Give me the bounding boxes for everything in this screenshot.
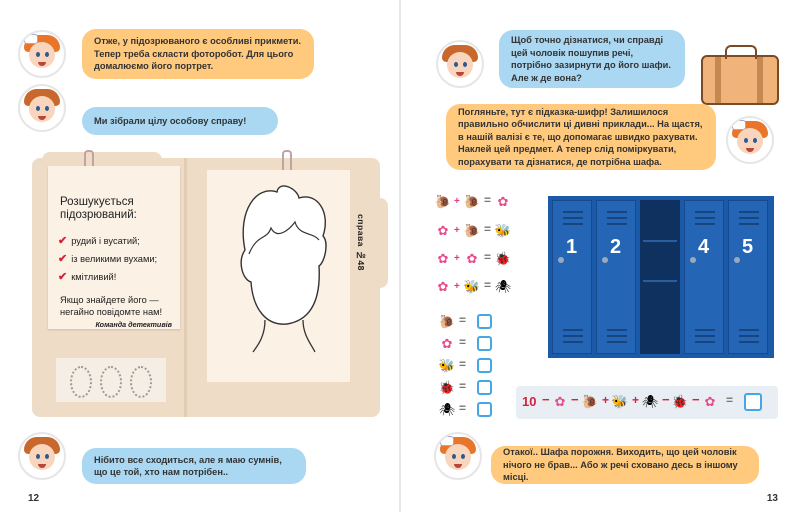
right-page xyxy=(401,0,800,512)
bee-icon: 🐝 xyxy=(438,358,456,373)
wanted-item-3: ✔ кмітливий! xyxy=(58,271,117,283)
ladybug-icon: 🐞 xyxy=(671,394,689,409)
equals-sign: = xyxy=(459,313,467,327)
locker-5-number: 5 xyxy=(742,236,754,258)
boy-avatar xyxy=(436,40,484,88)
left-page xyxy=(0,0,399,512)
boy-avatar xyxy=(18,432,66,480)
check-icon: ✔ xyxy=(58,253,68,265)
wanted-signature: Команда детективів xyxy=(95,320,172,329)
minus-sign: − xyxy=(692,392,700,407)
snail-icon: 🐌 xyxy=(434,194,452,209)
check-icon: ✔ xyxy=(58,271,68,283)
flower-icon: ✿ xyxy=(437,223,449,238)
chain-equation xyxy=(516,386,778,419)
fingerprint-icon xyxy=(130,366,152,398)
chain-start: 10 xyxy=(522,394,537,409)
wanted-poster xyxy=(48,166,180,329)
speech-text-2: Ми зібрали цілу особову справу! xyxy=(94,115,247,126)
minus-sign: − xyxy=(662,392,670,407)
snail-icon: 🐌 xyxy=(581,394,599,409)
speech-text-3: Нібито все сходиться, але я маю сумнів, що це той, хто нам потрібен.. xyxy=(94,454,282,477)
plus-sign: + xyxy=(454,196,460,207)
spider-icon: 🕷 xyxy=(494,279,512,294)
plus-sign: + xyxy=(454,225,460,236)
plus-sign: + xyxy=(454,281,460,292)
minus-sign: − xyxy=(571,392,579,407)
equals-sign: = xyxy=(459,335,467,349)
speech-bubble-6 xyxy=(491,446,759,484)
speech-bubble-5 xyxy=(446,104,716,170)
equals-sign: = xyxy=(484,222,492,236)
flower-icon: ✿ xyxy=(554,394,566,409)
speech-bubble-2 xyxy=(82,107,278,135)
snail-icon: 🐌 xyxy=(438,314,456,329)
fingerprints xyxy=(56,358,166,402)
flower-icon: ✿ xyxy=(466,251,478,266)
check-icon: ✔ xyxy=(58,235,68,247)
wanted-item-1: ✔ рудий і вусатий; xyxy=(58,235,140,247)
ladybug-icon: 🐞 xyxy=(438,380,456,395)
girl-avatar xyxy=(434,432,482,480)
locker-4[interactable] xyxy=(684,200,724,354)
speech-bubble-1 xyxy=(82,29,314,79)
spider-icon: 🕷 xyxy=(641,394,659,409)
plus-sign: + xyxy=(632,393,640,407)
ladybug-icon: 🐞 xyxy=(494,251,512,266)
flower-icon: ✿ xyxy=(497,194,509,209)
fingerprint-icon xyxy=(100,366,122,398)
wanted-note: Якщо знайдете його — негайно повідомте нам! xyxy=(60,295,163,317)
page-number-right: 13 xyxy=(766,493,778,504)
bee-icon: 🐝 xyxy=(611,394,629,409)
snail-icon: 🐌 xyxy=(463,223,481,238)
equals-sign: = xyxy=(484,278,492,292)
flower-icon: ✿ xyxy=(704,394,716,409)
answer-box-flower[interactable] xyxy=(477,336,492,351)
plus-sign: + xyxy=(602,393,610,407)
equals-sign: = xyxy=(459,379,467,393)
wanted-item-2: ✔ із великими вухами; xyxy=(58,253,158,265)
speech-text-1: Отже, у підозрюваного є особливі прикмети. Тепер треба скласти фоторобот. Для цього домалюємо його портрет. xyxy=(94,36,301,72)
locker-2[interactable] xyxy=(596,200,636,354)
plus-sign: + xyxy=(454,253,460,264)
spider-icon: 🕷 xyxy=(438,402,456,417)
bee-icon: 🐝 xyxy=(494,223,512,238)
locker-3-open[interactable] xyxy=(640,200,680,354)
equals-sign: = xyxy=(484,250,492,264)
head-outline-icon xyxy=(207,170,350,382)
speech-text-4: Щоб точно дізнатися, чи справді цей чоловік пошупив речі, потрібно зазирнути до його шафи. Але ж де вона? xyxy=(511,35,671,83)
answer-box-spider[interactable] xyxy=(477,402,492,417)
boy-avatar xyxy=(18,84,66,132)
flower-icon: ✿ xyxy=(437,251,449,266)
answer-box-ladybug[interactable] xyxy=(477,380,492,395)
snail-icon: 🐌 xyxy=(463,194,481,209)
equals-sign: = xyxy=(484,193,492,207)
equals-sign: = xyxy=(726,393,734,407)
case-number-label: справа №48 xyxy=(356,214,366,271)
flower-icon: ✿ xyxy=(441,336,453,351)
locker-1-number: 1 xyxy=(566,236,578,258)
minus-sign: − xyxy=(542,392,550,407)
lockers xyxy=(548,196,774,358)
speech-text-6: Отакої.. Шафа порожня. Виходить, що цей чоловік нічого не брав... Або ж речі сховано десь в іншому місці. xyxy=(503,447,738,483)
fingerprint-icon xyxy=(70,366,92,398)
speech-text-5: Погляньте, тут є підказка-шифр! Залишилося правильно обчислити ці дивні приклади... На щастя, в нашій валізі є те, що допомагає швидко рахувати. Наклей цей предмет. А тепер слід поміркувати, порахувати та дізнатися, де потрібна шафа. xyxy=(458,106,703,167)
equals-sign: = xyxy=(459,401,467,415)
answer-box-bee[interactable] xyxy=(477,358,492,373)
locker-4-number: 4 xyxy=(698,236,710,258)
wanted-title: Розшукується підозрюваний: xyxy=(60,196,137,221)
equals-sign: = xyxy=(459,357,467,371)
answer-box-snail[interactable] xyxy=(477,314,492,329)
locker-2-number: 2 xyxy=(610,236,622,258)
portrait-drawing-area[interactable] xyxy=(207,170,350,382)
girl-avatar xyxy=(726,116,774,164)
speech-bubble-3 xyxy=(82,448,306,484)
flower-icon: ✿ xyxy=(437,279,449,294)
girl-avatar xyxy=(18,30,66,78)
case-folder xyxy=(32,158,380,417)
suitcase-icon xyxy=(701,55,779,105)
locker-5[interactable] xyxy=(728,200,768,354)
locker-1[interactable] xyxy=(552,200,592,354)
chain-answer-box[interactable] xyxy=(744,393,762,411)
bee-icon: 🐝 xyxy=(463,279,481,294)
speech-bubble-4 xyxy=(499,30,685,88)
page-number-left: 12 xyxy=(28,493,40,504)
